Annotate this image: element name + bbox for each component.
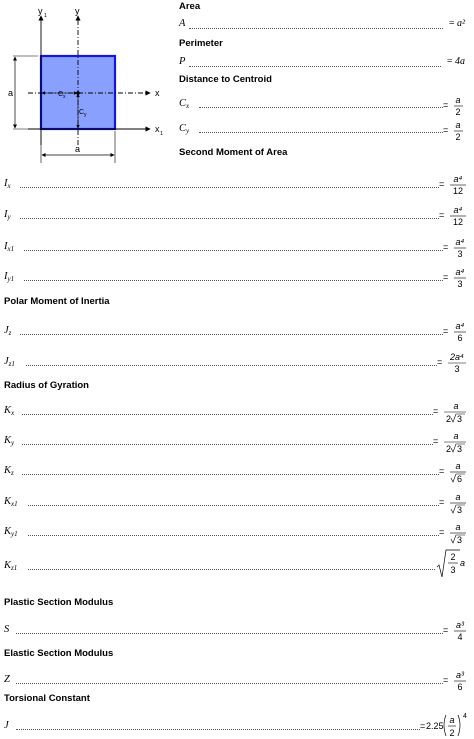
svg-text:=: =: [443, 272, 449, 282]
svg-text:6: 6: [457, 333, 463, 343]
svg-text:=: =: [433, 436, 439, 446]
kx-row: [4, 399, 467, 424]
plastic-symbol: S: [4, 624, 10, 635]
label-y: y: [75, 6, 80, 16]
svg-text:2: 2: [455, 107, 461, 116]
svg-text:6: 6: [457, 682, 463, 692]
gyration-heading: Radius of Gyration: [4, 380, 89, 391]
svg-text:3: 3: [457, 535, 463, 545]
svg-text:2: 2: [449, 728, 455, 738]
area-row: A = a²: [179, 18, 465, 29]
svg-text:3: 3: [457, 414, 463, 424]
svg-text:=: =: [443, 625, 449, 635]
iy1-symbol: $I_{y1}$: [4, 271, 15, 283]
jz1-row: [4, 350, 467, 372]
svg-text:3: 3: [454, 364, 460, 374]
svg-text:12: 12: [452, 217, 464, 227]
jz-value: [443, 319, 467, 343]
second-moment-heading: Second Moment of Area: [179, 147, 288, 158]
iy1-value: [443, 265, 467, 289]
svg-text:a³: a³: [455, 620, 465, 630]
ix-symbol: $I_x$: [4, 178, 11, 190]
svg-text:2: 2: [446, 444, 452, 454]
svg-text:=: =: [433, 406, 439, 416]
svg-text:=: =: [439, 210, 445, 220]
square-section-diagram: [0, 0, 172, 170]
svg-text:x: x: [63, 94, 66, 100]
polar-heading: Polar Moment of Inertia: [4, 296, 110, 307]
elastic-row: [4, 668, 467, 690]
svg-text:1: 1: [44, 13, 48, 19]
svg-text:a: a: [453, 431, 459, 441]
svg-text:2.25: 2.25: [426, 721, 444, 731]
svg-text:a: a: [449, 715, 455, 725]
perimeter-symbol: P: [179, 56, 186, 67]
torsional-value: [420, 711, 470, 739]
svg-text:a: a: [455, 492, 461, 502]
kx1-value: [439, 490, 467, 516]
perimeter-row: P = 4a: [179, 56, 465, 67]
cy-row: [179, 119, 465, 141]
iy-symbol: $I_y$: [4, 209, 11, 221]
iy-value: [439, 203, 467, 227]
elastic-value: [443, 668, 467, 692]
svg-text:=: =: [443, 242, 449, 252]
ix-value: [439, 172, 467, 196]
svg-text:12: 12: [452, 186, 464, 196]
svg-text:1: 1: [160, 131, 164, 137]
svg-text:a: a: [455, 461, 461, 471]
kz-symbol: $K_z$: [4, 465, 14, 477]
svg-text:a: a: [455, 120, 461, 130]
jz1-symbol: $J_{z1}$: [4, 356, 15, 368]
iy-row: [4, 203, 467, 225]
svg-text:2: 2: [455, 132, 461, 141]
elastic-symbol: Z: [4, 674, 10, 685]
perimeter-value: 4a: [455, 56, 465, 67]
ix1-symbol: $I_{x1}$: [4, 241, 15, 253]
svg-text:=: =: [437, 357, 443, 367]
ky1-symbol: $K_{y1}$: [4, 526, 18, 538]
label-x1: x: [155, 124, 160, 134]
jz1-value: [437, 350, 467, 374]
label-cy: C: [79, 109, 85, 116]
plastic-value: [443, 618, 467, 642]
kx-symbol: $K_x$: [4, 405, 15, 417]
svg-text:a⁴: a⁴: [455, 237, 465, 247]
kx-value: [433, 399, 467, 425]
svg-text:3: 3: [457, 249, 463, 259]
plastic-heading: Plastic Section Modulus: [4, 597, 114, 608]
svg-text:a³: a³: [455, 670, 465, 680]
svg-text:=: =: [420, 721, 426, 731]
cx-value: [443, 94, 465, 116]
svg-text:y: y: [84, 112, 87, 118]
svg-text:4: 4: [457, 632, 463, 642]
svg-text:=: =: [439, 466, 445, 476]
kz1-symbol: $K_{z1}$: [4, 560, 18, 572]
kz1-row: [4, 548, 467, 578]
ky-symbol: $K_y$: [4, 435, 15, 447]
svg-text:3: 3: [457, 279, 463, 289]
svg-text:2: 2: [450, 552, 456, 562]
cy-value: [443, 119, 465, 141]
svg-text:a: a: [453, 401, 459, 411]
kz1-value: [435, 548, 467, 580]
kx1-row: [4, 490, 467, 515]
kz-value: [439, 459, 467, 485]
svg-text:a⁴: a⁴: [455, 321, 465, 331]
area-symbol: A: [179, 18, 186, 29]
cy-symbol: $C_y$: [179, 123, 190, 135]
svg-text:3: 3: [450, 565, 456, 575]
svg-text:=: =: [443, 675, 449, 685]
ix1-value: [443, 235, 467, 259]
iy1-row: [4, 265, 467, 287]
kx1-symbol: $K_{x1}$: [4, 496, 18, 508]
svg-text:a: a: [455, 95, 461, 105]
ky1-row: [4, 520, 467, 545]
svg-text:a: a: [455, 522, 461, 532]
svg-text:a⁴: a⁴: [453, 174, 463, 184]
ky-row: [4, 429, 467, 454]
label-side-left: a: [8, 88, 14, 98]
torsional-row: [4, 711, 470, 739]
cx-row: [179, 94, 465, 116]
svg-text:3: 3: [457, 505, 463, 515]
svg-text:=: =: [443, 125, 449, 135]
label-y1: y: [38, 6, 43, 16]
torsional-symbol: J: [4, 720, 9, 731]
svg-text:a⁴: a⁴: [453, 205, 463, 215]
ky-value: [433, 429, 467, 455]
svg-text:=: =: [439, 527, 445, 537]
svg-text:3: 3: [457, 444, 463, 454]
perimeter-heading: Perimeter: [179, 38, 223, 49]
centroid-heading: Distance to Centroid: [179, 74, 272, 85]
cx-symbol: $C_x$: [179, 98, 190, 110]
svg-text:=: =: [439, 497, 445, 507]
area-heading: Area: [179, 1, 201, 12]
svg-text:a⁴: a⁴: [455, 267, 465, 277]
torsional-heading: Torsional Constant: [4, 693, 90, 704]
label-x: x: [155, 88, 160, 98]
plastic-row: [4, 618, 467, 640]
svg-text:a: a: [460, 558, 466, 568]
kz-row: [4, 459, 467, 484]
ix1-row: [4, 235, 467, 257]
label-side-bottom: a: [75, 144, 81, 154]
area-value: a²: [457, 18, 465, 29]
svg-text:=: =: [439, 179, 445, 189]
svg-text:=: =: [443, 326, 449, 336]
svg-text:6: 6: [457, 474, 463, 484]
ky1-value: [439, 520, 467, 546]
jz-row: [4, 319, 467, 341]
jz-symbol: $J_z$: [4, 325, 12, 337]
ix-row: [4, 172, 467, 194]
svg-text:4: 4: [463, 713, 467, 720]
label-cx: C: [58, 91, 64, 98]
elastic-heading: Elastic Section Modulus: [4, 648, 114, 659]
svg-text:2: 2: [446, 414, 452, 424]
svg-text:=: =: [443, 100, 449, 110]
svg-text:2a⁴: 2a⁴: [450, 352, 464, 362]
